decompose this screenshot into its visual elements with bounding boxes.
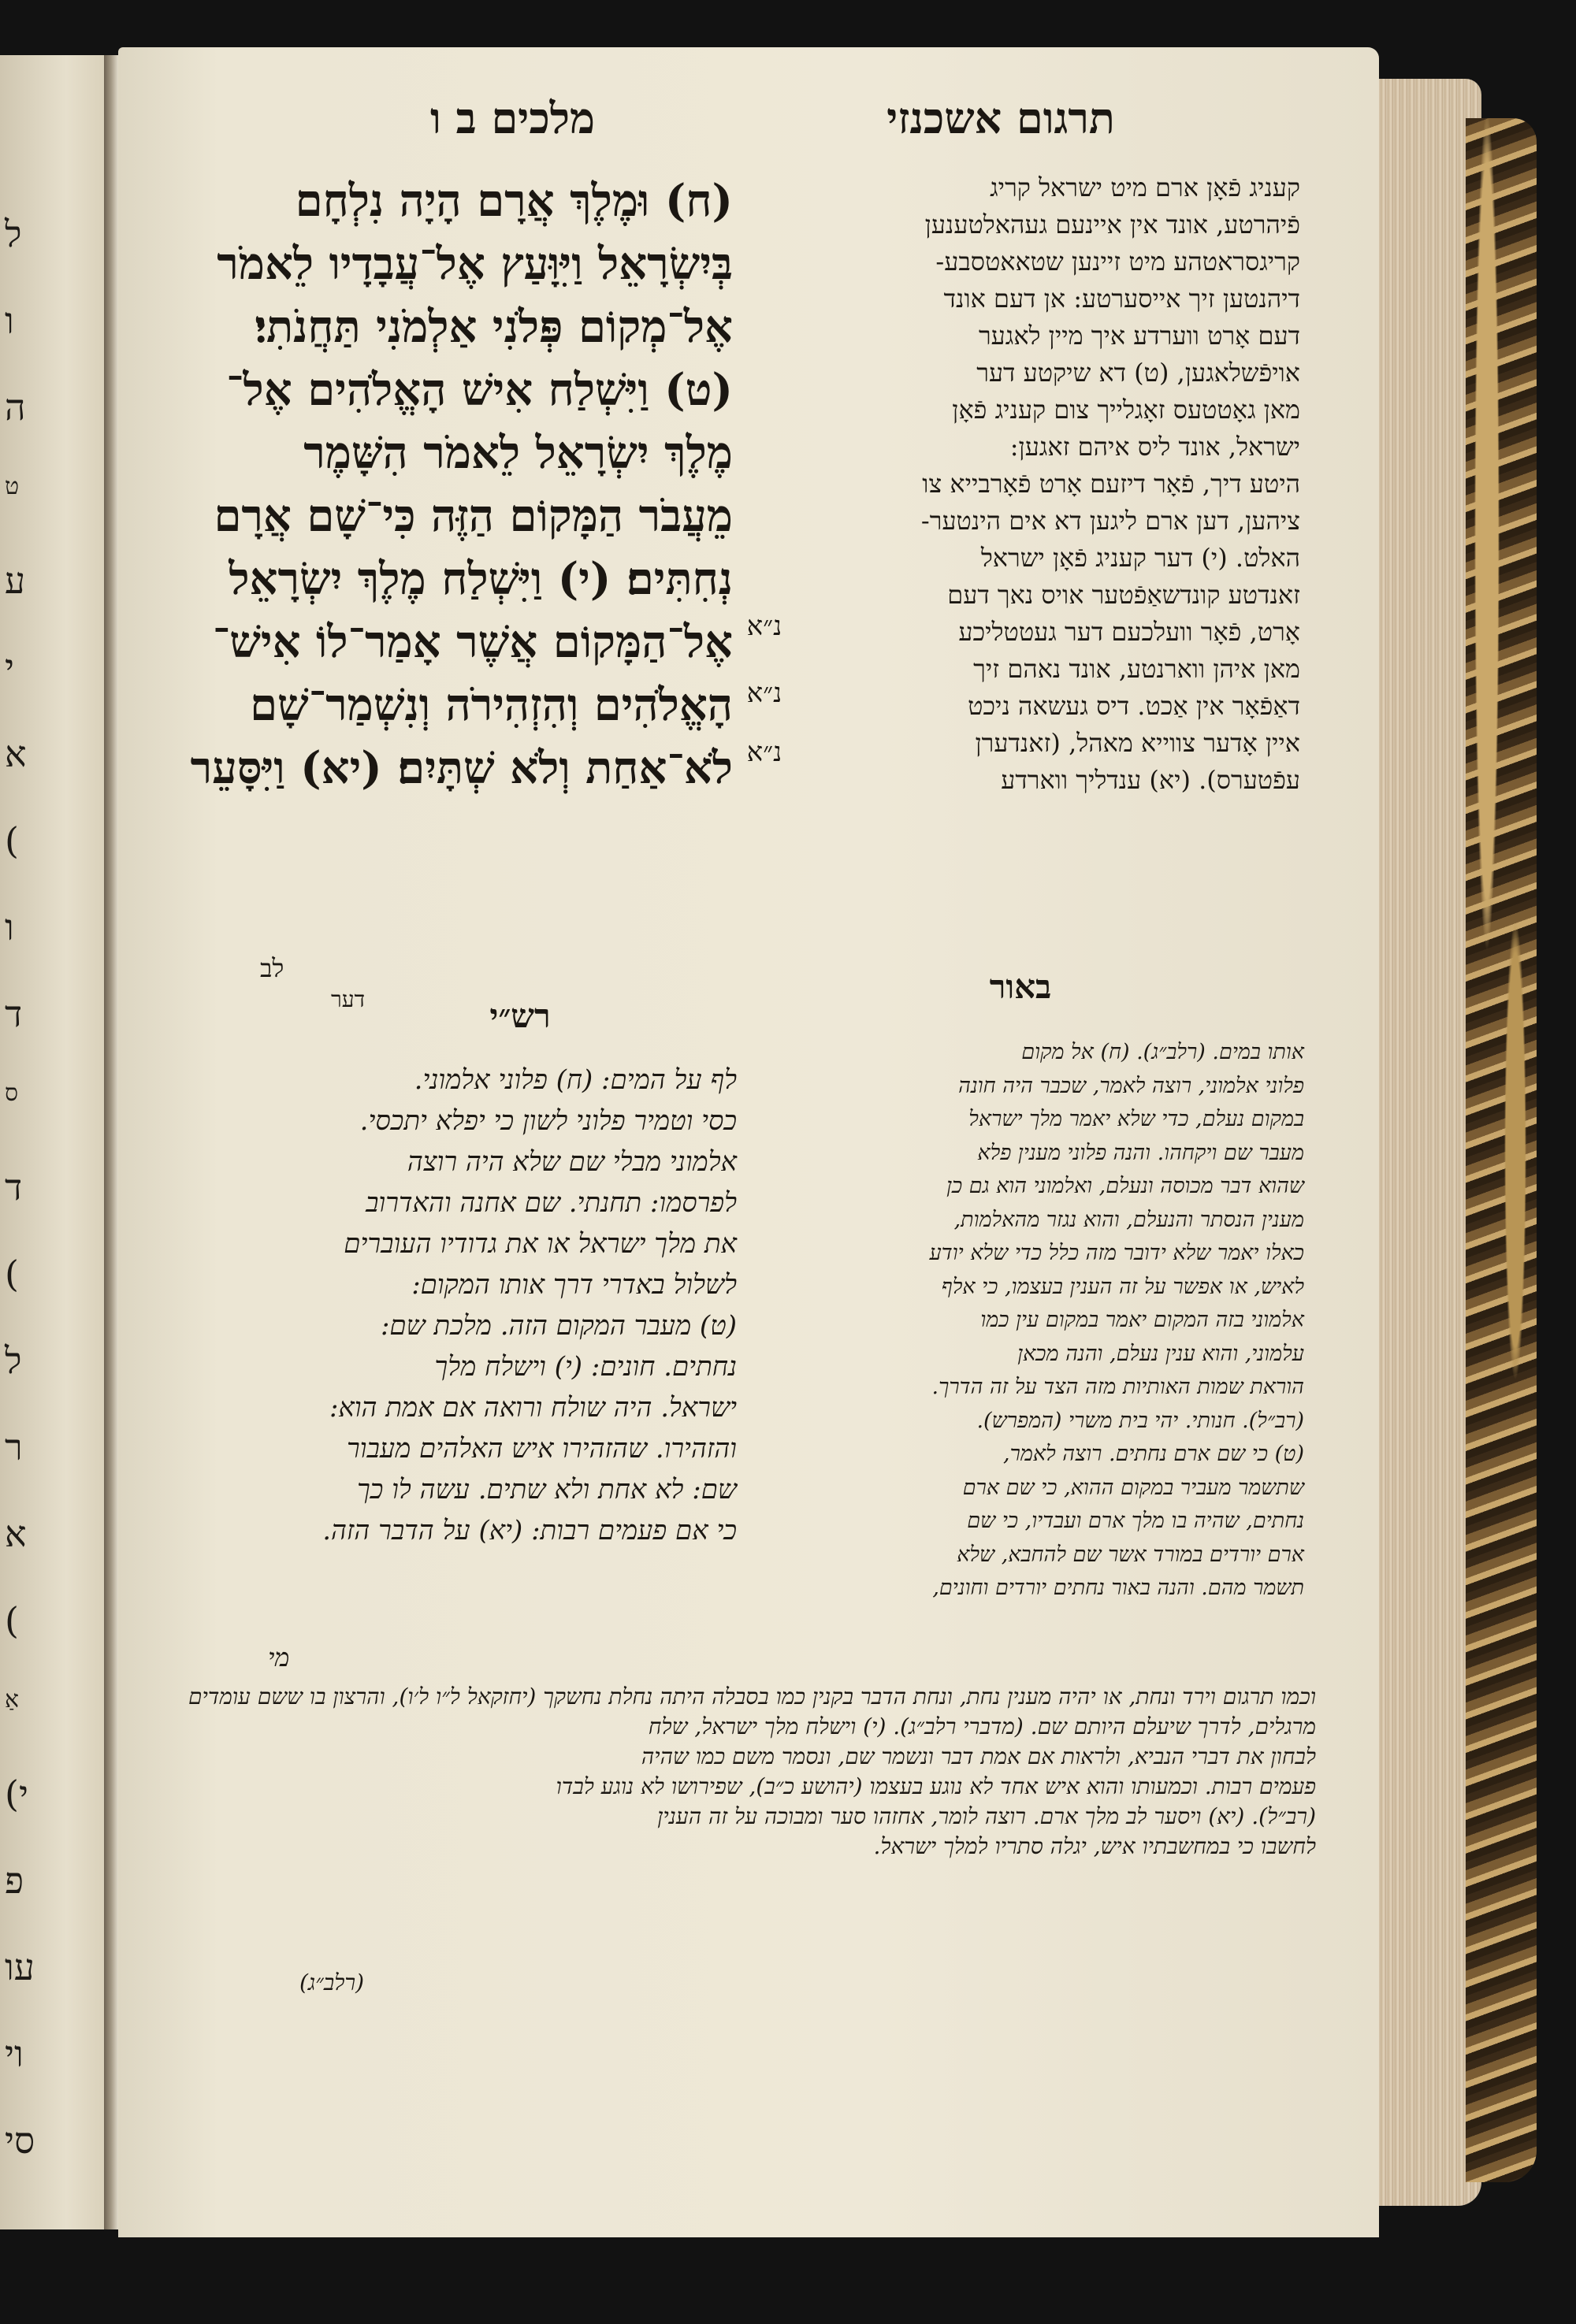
rashi-line: לשלול באדרי דרך אותו המקום:	[411, 1269, 737, 1301]
beur-line: מענין הנסתר והנעלם, והוא נגזר מהאלמות,	[953, 1207, 1304, 1232]
beur-heading: באור	[989, 967, 1052, 1006]
rashi-heading: רש״י	[489, 997, 551, 1035]
rashi-line: לפרסמו: תחנתי. שם אחנה והאדרוב	[366, 1187, 737, 1219]
left-page-glyph: אַ	[5, 1686, 20, 1713]
left-page-glyph: (	[5, 1253, 19, 1295]
verse-line: (ט) וַיִּשְׁלַח אִישׁ הָאֱלֹהִים אֶל־	[226, 364, 733, 416]
verse-line: אֶל־הַמָּקוֹם אֲשֶׁר אָמַר־לוֹ אִישׁ־	[212, 616, 733, 668]
rashi-line: אלמוני מבלי שם שלא היה רוצה	[407, 1146, 737, 1178]
rashi-line: כסי וטמיר פלוני לשון כי יפלא יתכסי.	[359, 1105, 737, 1137]
running-head-book: מלכים ב ו	[430, 93, 595, 143]
targum-line: קעניג פֿאָן ארם מיט ישראל קריג	[990, 173, 1300, 202]
left-page-glyph: ד	[5, 1166, 23, 1208]
beur-line: (רב״ל). חנותי. יהי בית משרי (המפרש).	[976, 1408, 1304, 1433]
targum-line: קריגסראטהע מיט זיינען שטאאטסבע-	[935, 247, 1300, 277]
beur-continuation-line: לבחון את דברי הנביא, ולראות אם אמת דבר ונשמר שם, ונסמר משם כמו שהיה	[641, 1743, 1316, 1769]
left-page-glyph: ר	[5, 1426, 23, 1468]
left-page-glyph: ט	[5, 473, 20, 500]
left-page-fragment	[0, 55, 110, 2229]
targum-line: ציהען, דען ארם ליגען דא אים הינטער-	[920, 506, 1300, 536]
rashi-line: את מלך ישראל או את גדודיו העוברים	[344, 1228, 737, 1260]
beur-line: עלמוני, והוא ענין נעלם, והנה מכאן	[1017, 1341, 1304, 1366]
targum-line: האלט. (י) דער קעניג פֿאָן ישראל	[980, 543, 1300, 573]
beur-line: אותו במים. (רלב״ג). (ח) אל מקום	[1021, 1040, 1304, 1064]
targum-line: דיהנטען זיך אייסערטע: אן דעם אונד	[943, 284, 1300, 314]
targum-catchword: דער	[331, 986, 366, 1012]
beur-line: כאלו יאמר שלא ידובר מזה כלל כדי שלא יודע	[929, 1241, 1304, 1265]
variant-note: נ״א	[746, 737, 782, 768]
left-page-glyph: פ	[5, 1859, 24, 1902]
verse-line: אֶל־מְקוֹם פְּלֹנִי אַלְמֹנִי תַּחֲנֹתִי׃	[255, 301, 733, 353]
left-page-glyph: וי	[5, 2033, 24, 2075]
beur-line: שהוא דבר מכוסה ונעלם, ואלמוני הוא גם כן	[946, 1174, 1304, 1198]
targum-line: אָרט, פֿאָר וועלכעם דער געטטליכע	[958, 617, 1300, 647]
targum-column	[749, 169, 1300, 799]
left-page-glyph: א	[5, 1513, 27, 1555]
targum-line: מאן גאָטטעס זאָגלייך צום קעניג פֿאָן	[952, 395, 1300, 425]
variant-note: נ״א	[746, 611, 782, 642]
variant-note: נ״א	[746, 678, 782, 709]
left-page-glyph: ו	[5, 906, 14, 949]
verse-line: הָאֱלֹהִים וְהִזְהִירֹה וְנִשְׁמַר־שָׁם	[250, 679, 733, 731]
rashi-line: נחתים. חונים: (י) וישלח מלך	[434, 1351, 737, 1383]
beur-continuation-line: וכמו תרגום וירד ונחת, או יהיה מענין נחת, ונחת הדבר בקנין כמו בסבלה היתה נחלת נחשקך (יחזקאל ל״ו ל׳ו), והרצון בו ששם עומדים	[188, 1684, 1316, 1710]
rashi-commentary	[162, 1060, 737, 1551]
verse-line: לֹא־אַחַת וְלֹא שְׁתָּיִם׃ (יא) וַיִּסָּעֵר	[190, 742, 733, 794]
beur-continuation-line: מרגלים, לדרך שיעלם היותם שם. (מדברי רלב״ג). (י) וישלח מלך ישראל, שלח	[648, 1713, 1316, 1739]
left-page-glyph: (י	[5, 1773, 29, 1815]
beur-continuation-line: פעמים רבות. וכמעותו והוא איש אחד לא נוגע בעצמו (יהושע כ״ב), שפירושו לא נוגע לבדו	[556, 1773, 1316, 1799]
beur-continuation-line: לחשבו כי במחשבתיו איש, יגלה סתריו למלך ישראל.	[873, 1833, 1316, 1859]
marbled-cover-edge	[1466, 118, 1537, 2182]
beur-line: תשמר מהם. והנה באור נחתים יורדים וחונים,	[932, 1576, 1304, 1600]
beur-line: לאיש, או אפשר על זה הענין בעצמו, כי אלף	[941, 1274, 1304, 1299]
beur-line: שתשמר מעביר במקום ההוא, כי שם ארם	[962, 1475, 1304, 1500]
left-page-glyph: א	[5, 733, 27, 775]
targum-line: פֿיהרטע, אונד אין איינעם געהאלטענען	[924, 210, 1300, 239]
rashi-line: (ט) מעבר המקום הזה. מלכת שם:	[380, 1310, 737, 1342]
beur-line: במקום נעלם, כדי שלא יאמר מלך ישראל	[968, 1107, 1304, 1131]
left-page-glyph: ס	[5, 1079, 19, 1107]
targum-line: זאנדטע קונדשאַפֿטער אויס נאך דעם	[947, 580, 1300, 610]
left-page-glyph: ה	[5, 386, 26, 429]
left-page-glyph: ע	[5, 559, 26, 602]
verse-line: נְחִתִּים׃ (י) וַיִּשְׁלַח מֶלֶךְ יִשְׂרָאֵל	[229, 553, 733, 605]
beur-line: (ט) כי שם ארם נחתים. רוצה לאמר,	[1003, 1442, 1304, 1466]
verse-line: מֵעֲבֹר הַמָּקוֹם הַזֶּה כִּי־שָׁם אֲרָם	[214, 490, 733, 542]
left-page-glyph: ל	[5, 213, 22, 255]
targum-line: אויפֿשלאגען, (ט) דא שיקטע דער	[976, 358, 1300, 388]
rashi-line: ישראל. היה שולח ורואה אם אמת הוא:	[329, 1392, 737, 1424]
beur-continuation	[173, 1682, 1316, 1862]
beur-line: נחתים, שהיה בו מלך ארם ועבדיו, כי שם	[967, 1509, 1304, 1533]
left-page-glyph: עו	[5, 1946, 35, 1988]
book-gutter	[104, 55, 118, 2229]
targum-line: ישראל, אונד ליס איהם זאגען:	[1009, 432, 1300, 462]
rashi-line: כי אם פעמים רבות: (יא) על הדבר הזה.	[322, 1515, 737, 1546]
left-page-glyph: ו	[5, 299, 14, 342]
verse-line: מֶלֶךְ יִשְׂרָאֵל לֵאמֹר הִשָּׁמֶר	[303, 427, 733, 479]
rashi-line: והזהירו. שהזהירו איש האלהים מעבור	[347, 1433, 737, 1465]
targum-line: איין אָדער צווייא מאהל, (זאנדערן	[975, 728, 1300, 758]
left-page-glyph: (	[5, 1599, 19, 1642]
source-attribution: (רלב״ג)	[299, 1969, 365, 1995]
running-head-targum: תרגום אשכנזי	[886, 93, 1115, 143]
rashi-catchword: מי	[268, 1643, 290, 1672]
scripture-column	[150, 169, 733, 800]
beur-line: הוראת שמות האותיות מזה הצד על זה הדרך.	[931, 1375, 1304, 1399]
beur-commentary	[760, 1036, 1304, 1606]
beur-line: אלמוני בזה המקום יאמר במקום עין כמו	[980, 1308, 1304, 1332]
targum-line: היטע דיך, פֿאָר דיזעם אָרט פֿאָרבייא צו	[922, 469, 1300, 499]
left-page-glyph: י	[5, 646, 15, 689]
left-page-glyph: סי	[5, 2119, 35, 2162]
verse-catchword: לב	[260, 953, 284, 983]
verse-line: בְּיִשְׂרָאֵל וַיִּוָּעַץ אֶל־עֲבָדָיו לֵאמֹר	[217, 238, 733, 290]
beur-line: פלוני אלמוני, רוצה לאמר, שכבר היה חונה	[958, 1073, 1304, 1098]
left-page-glyph: (	[5, 819, 19, 862]
beur-continuation-line: (רב״ל). (יא) ויסער לב מלך ארם. רוצה לומר, אחזהו סער ומבוכה על זה הענין	[657, 1803, 1316, 1829]
beur-line: ארם יורדים במורד אשר שם להחבא, שלא	[957, 1542, 1304, 1567]
left-page-glyph: ד	[5, 993, 23, 1035]
rashi-line: לף על המים: (ח) פלוני אלמוני.	[414, 1064, 737, 1096]
rashi-line: שם: לא אחת ולא שתים. עשה לו כך	[357, 1474, 737, 1505]
targum-line: מאן איהן ווארנטע, אונד נאהם זיך	[973, 654, 1300, 684]
targum-line: דאַפֿאָר אין אַכט. דיס געשאה ניכט	[968, 691, 1300, 721]
targum-line: עפֿטערס). (יא) ענדליך ווארדע	[1001, 765, 1300, 795]
verse-line: (ח) וּמֶלֶךְ אֲרָם הָיָה נִלְחָם	[295, 175, 733, 227]
left-page-glyph: ל	[5, 1339, 22, 1382]
targum-line: דעם אָרט ווערדע איך מיין לאגער	[978, 321, 1300, 351]
beur-line: מעבר שם ויקחהו. והנה פלוני מענין פלא	[977, 1140, 1304, 1165]
